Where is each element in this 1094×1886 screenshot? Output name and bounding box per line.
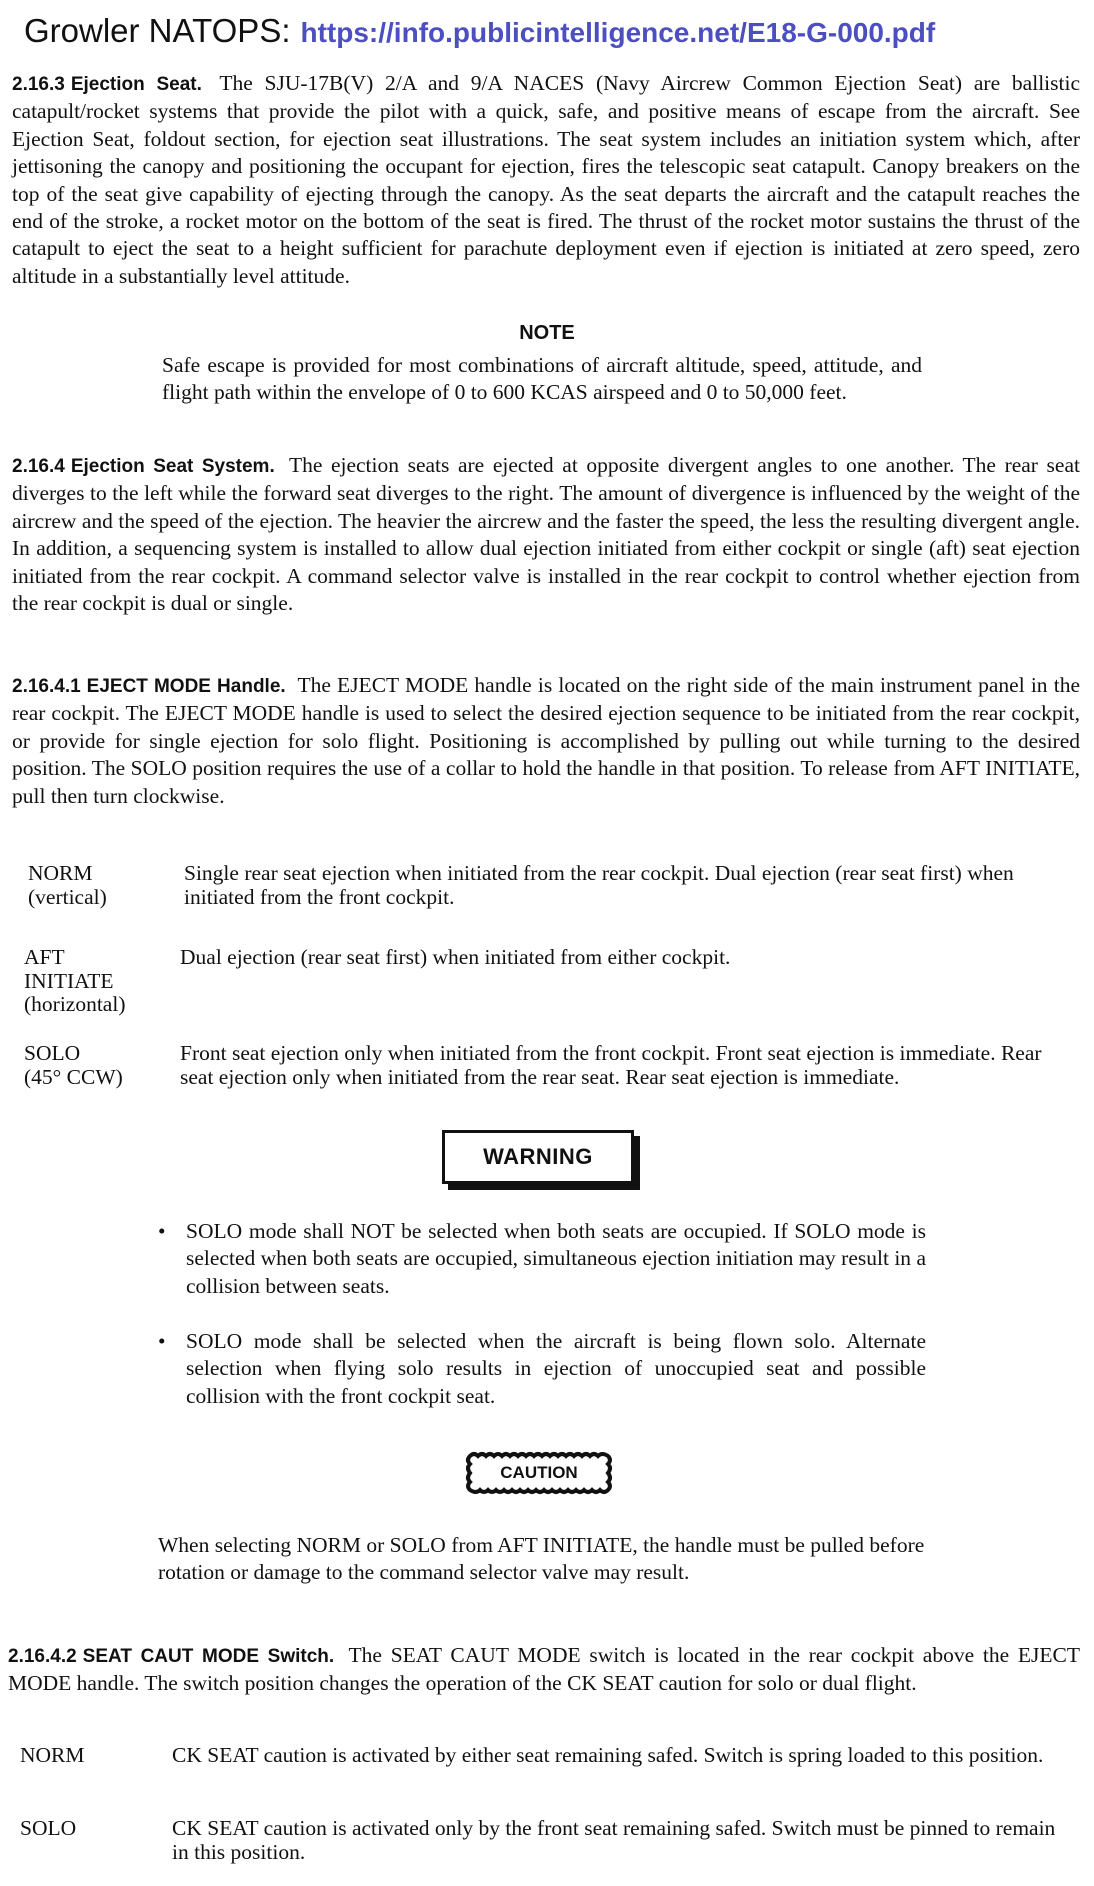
section-number: 2.16.4 xyxy=(12,456,65,477)
seat-caut-mode-list xyxy=(20,1744,1070,1884)
section-heading: SEAT CAUT MODE Switch. xyxy=(82,1646,335,1667)
warning-list: • SOLO mode shall NOT be selected when both seats are occupied. If SOLO mode is selected when both seats are occupied, simultaneous ejection initiation may result in a collision between seats. • SOLO mode shall be selected when the aircraft is being flown solo. Alternate selection when flying solo results in ejection of unoccupied seat and possible collision with the front cockpit seat. xyxy=(158,1219,926,1408)
switch-term: NORM xyxy=(20,1743,85,1767)
warning-label: WARNING xyxy=(442,1130,634,1184)
bullet-icon: • xyxy=(158,1329,166,1353)
note-text: Safe escape is provided for most combinations of aircraft altitude, speed, attitude, and flight path within the envelope of 0 to 600 KCAS airspeed and 0 to 50,000 feet. xyxy=(162,353,922,405)
mode-term: AFT INITIATE (horizontal) xyxy=(24,945,126,1016)
section-body: The ejection seats are ejected at opposite divergent angles to one another. The rear seat diverges to the left while the forward seat diverges to the right. The amount of divergence is influenced by the weight of the aircrew and the speed of the ejection. The heavier the aircrew and the faster the speed, the less the resulting divergent angle. In addition, a sequencing system is installed to allow dual ejection initiated from either cockpit or single (aft) seat ejection initiated from the rear cockpit. A command selector valve is installed in the rear cockpit to control whether ejection from the rear cockpit is dual or single. xyxy=(12,453,1080,616)
mode-definition: Dual ejection (rear seat first) when initiated from either cockpit. xyxy=(180,945,731,969)
header-title: Growler NATOPS: xyxy=(24,12,291,49)
section-body: The SEAT CAUT MODE switch is located in the rear cockpit above the EJECT MODE handle. The switch position changes the operation of the CK SEAT caution for solo or dual flight. xyxy=(8,1643,1080,1696)
section-2-16-4-2 xyxy=(8,1642,1080,1698)
bullet-icon: • xyxy=(158,1219,166,1243)
caution-badge xyxy=(464,1450,614,1496)
section-number: 2.16.4.1 xyxy=(12,676,81,697)
eject-mode-list xyxy=(24,861,1068,1122)
caution-label: CAUTION xyxy=(500,1463,578,1482)
switch-term: SOLO xyxy=(20,1816,77,1840)
section-heading: Ejection Seat. xyxy=(70,74,202,95)
section-heading: Ejection Seat System. xyxy=(70,456,275,477)
switch-definition: CK SEAT caution is activated by either seat remaining safed. Switch is spring loaded to this position. xyxy=(172,1743,1044,1767)
section-heading: EJECT MODE Handle. xyxy=(86,676,286,697)
section-2-16-3 xyxy=(12,70,1080,290)
mode-definition: Front seat ejection only when initiated from the front cockpit. Front seat ejection is immediate. Rear seat ejection only when initiated from the rear seat. Rear seat ejection is immediate. xyxy=(180,1041,1042,1089)
section-number: 2.16.3 xyxy=(12,74,65,95)
page-header xyxy=(24,12,935,50)
section-2-16-4 xyxy=(12,452,1080,617)
mode-definition: Single rear seat ejection when initiated from the rear cockpit. Dual ejection (rear seat first) when initiated from the front cockpit. xyxy=(184,861,1014,909)
source-link[interactable]: https://info.publicintelligence.net/E18-G-000.pdf xyxy=(300,17,936,48)
mode-term: SOLO (45° CCW) xyxy=(24,1041,123,1089)
mode-term: NORM (vertical) xyxy=(28,861,107,909)
section-body: The EJECT MODE handle is located on the right side of the main instrument panel in the rear cockpit. The EJECT MODE handle is used to select the desired ejection sequence to be initiated from the rear cockpit, or provide for single ejection for solo flight. Positioning is accomplished by pulling out while turning to the desired position. The SOLO position requires the use of a collar to hold the handle in that position. To release from AFT INITIATE, pull then turn clockwise. xyxy=(12,673,1080,808)
section-body: The SJU-17B(V) 2/A and 9/A NACES (Navy Aircrew Common Ejection Seat) are ballistic catapult/rocket systems that provide the pilot with a quick, safe, and positive means of escape from the aircraft. See Ejection Seat, foldout section, for ejection seat illustrations. The seat system includes an initiation system which, after jettisoning the canopy and positioning the occupant for ejection, fires the telescopic seat catapult. Canopy breakers on the top of the seat give capability of ejecting through the canopy. As the seat departs the aircraft and the catapult reaches the end of the stroke, a rocket motor on the bottom of the seat is fired. The thrust of the rocket motor sustains the thrust of the catapult to eject the seat to a height sufficient for parachute deployment even if ejection is initiated at zero speed, zero altitude in a substantially level attitude. xyxy=(12,71,1080,288)
caution-text: When selecting NORM or SOLO from AFT INITIATE, the handle must be pulled before rotation or damage to the command selector valve may result. xyxy=(158,1533,925,1585)
switch-definition: CK SEAT caution is activated only by the front seat remaining safed. Switch must be pinned to remain in this position. xyxy=(172,1816,1056,1864)
section-2-16-4-1 xyxy=(12,672,1080,810)
note-label: NOTE xyxy=(519,322,575,344)
section-number: 2.16.4.2 xyxy=(8,1646,77,1667)
